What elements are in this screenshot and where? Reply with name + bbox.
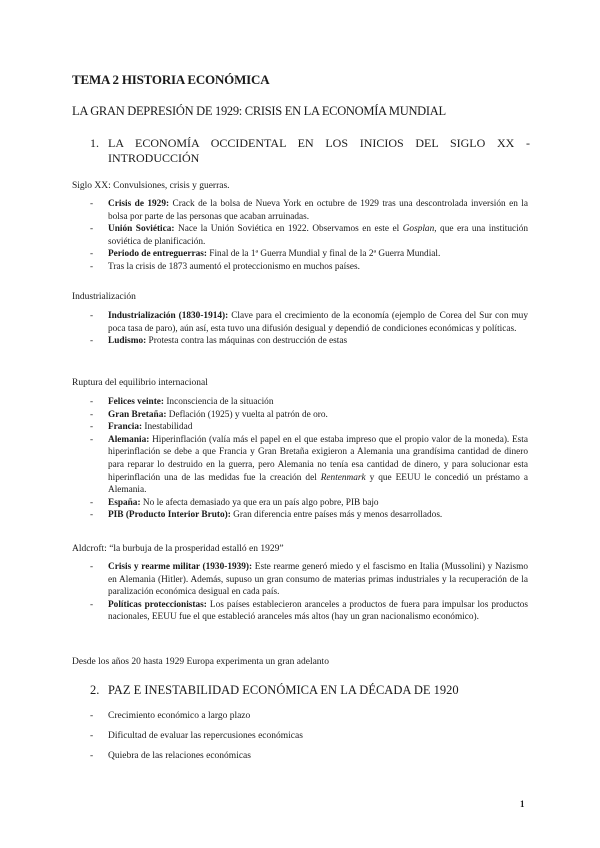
list-item: - Unión Soviética: Nace la Unión Soviética en 1922. Observamos en este el Gosplan, que era una institución soviética de planificación.: [90, 223, 528, 248]
page-number: 1: [520, 799, 525, 809]
quote-aldcroft: Aldcroft: “la burbuja de la prosperidad estalló en 1929”: [72, 544, 284, 554]
list-ruptura: [90, 396, 528, 522]
heading-industrializacion: Industrialización: [72, 292, 136, 302]
section-1-title-line1: LA ECONOMÍA OCCIDENTAL EN LOS INICIOS DEL SIGLO XX -: [108, 136, 530, 150]
heading-ruptura: Ruptura del equilibrio internacional: [72, 378, 208, 388]
section-1-title-line2: INTRODUCCIÓN: [108, 151, 200, 165]
europe-note: Desde los años 20 hasta 1929 Europa experimenta un gran adelanto: [72, 657, 329, 667]
intro-paragraph: Siglo XX: Convulsiones, crisis y guerras.: [72, 181, 230, 191]
list-item: - España: No le afecta demasiado ya que era un país algo pobre, PIB bajo: [90, 497, 528, 510]
list-item: - Crisis de 1929: Crack de la bolsa de Nueva York en octubre de 1929 tras una descontrolada inversión en la bolsa por parte de las personas que acaban arruinadas.: [90, 198, 528, 223]
list-decada-1920: [90, 706, 528, 766]
list-crisis: [90, 561, 528, 624]
list-item: - Tras la crisis de 1873 aumentó el proteccionismo en muchos países.: [90, 261, 528, 274]
section-1-number: 1.: [90, 136, 99, 150]
list-item: - Políticas proteccionistas: Los países establecieron aranceles a productos de fuera para impulsar los productos nacionales, EEUU fue el que estableció aranceles más altos (hay un gran nacionalismo económico).: [90, 599, 528, 624]
document-title: TEMA 2 HISTORIA ECONÓMICA: [72, 72, 270, 87]
list-item: - Dificultad de evaluar las repercusiones económicas: [90, 726, 528, 746]
list-item: - Gran Bretaña: Deflación (1925) y vuelta al patrón de oro.: [90, 409, 528, 422]
list-item: - Ludismo: Protesta contra las máquinas con destrucción de estas: [90, 335, 528, 348]
list-item: - PIB (Producto Interior Bruto): Gran diferencia entre países más y menos desarrollados.: [90, 509, 528, 522]
list-item: - Francia: Inestabilidad: [90, 421, 528, 434]
list-item: - Industrialización (1830-1914): Clave para el crecimiento de la economía (ejemplo de Corea del Sur con muy poca tasa de paro), aún así, esta tuvo una difusión desigual y dependió de condiciones económicas y políticas.: [90, 310, 528, 335]
section-2-number: 2.: [90, 683, 100, 697]
section-2-title: PAZ E INESTABILIDAD ECONÓMICA EN LA DÉCADA DE 1920: [108, 683, 459, 697]
document-subtitle: LA GRAN DEPRESIÓN DE 1929: CRISIS EN LA ECONOMÍA MUNDIAL: [72, 104, 446, 118]
list-industrializacion: [90, 310, 528, 348]
list-item: - Crisis y rearme militar (1930-1939): Este rearme generó miedo y el fascismo en Italia (Mussolini) y Nazismo en Alemania (Hitler). Además, supuso un gran consumo de materias primas industriales y la recuperación de la paralización económica desigual en cada país.: [90, 561, 528, 599]
list-intro: [90, 198, 528, 274]
section-1-heading: [90, 136, 530, 166]
section-2-heading: [90, 683, 530, 698]
list-item: - Quiebra de las relaciones económicas: [90, 746, 528, 766]
list-item: - Crecimiento económico a largo plazo: [90, 706, 528, 726]
list-item: - Periodo de entreguerras: Final de la 1ª Guerra Mundial y final de la 2ª Guerra Mundial.: [90, 248, 528, 261]
list-item: - Felices veinte: Inconsciencia de la situación: [90, 396, 528, 409]
list-item: - Alemania: Hiperinflación (valía más el papel en el que estaba impreso que el propio valor de la moneda). Esta hiperinflación se debe a que Francia y Gran Bretaña exigieron a Alemania una grandísima cantidad de dinero para reparar lo destruido en la guerra, pero Alemania no tenía esa cantidad de dinero, y para solucionar esta hiperinflación una de las medidas fue la creación del Rentenmark y que EEUU le concedió un préstamo a Alemania.: [90, 434, 528, 497]
